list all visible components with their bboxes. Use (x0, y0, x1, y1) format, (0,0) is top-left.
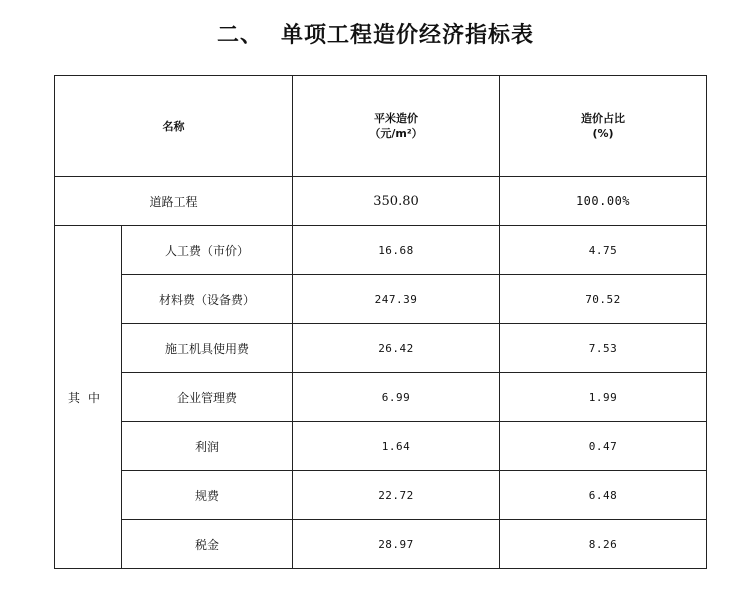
row-unit-price: 247.39 (293, 275, 500, 324)
row-name: 税金 (122, 520, 293, 569)
row-ratio: 0.47 (500, 422, 707, 471)
row-unit-price: 6.99 (293, 373, 500, 422)
row-ratio: 4.75 (500, 226, 707, 275)
row-unit-price: 1.64 (293, 422, 500, 471)
row-name: 材料费（设备费） (122, 275, 293, 324)
title-number: 二、 (216, 23, 263, 48)
row-unit-price: 16.68 (293, 226, 500, 275)
row-unit-price: 26.42 (293, 324, 500, 373)
header-name (55, 76, 293, 177)
row-name: 施工机具使用费 (122, 324, 293, 373)
header-row (55, 76, 707, 177)
total-name: 道路工程 (55, 177, 293, 226)
table-row (55, 275, 707, 324)
row-name: 企业管理费 (122, 373, 293, 422)
row-ratio: 8.26 (500, 520, 707, 569)
page-title (0, 18, 751, 49)
table-row (55, 373, 707, 422)
row-unit-price: 28.97 (293, 520, 500, 569)
table-row (55, 422, 707, 471)
table-row (55, 226, 707, 275)
header-unit-price (293, 76, 500, 177)
cost-index-table (54, 75, 707, 569)
header-ratio-line2: (%) (592, 127, 614, 140)
row-ratio: 70.52 (500, 275, 707, 324)
row-ratio: 1.99 (500, 373, 707, 422)
table-row (55, 520, 707, 569)
row-name: 规费 (122, 471, 293, 520)
row-name: 利润 (122, 422, 293, 471)
total-unit-price: 350.80 (293, 177, 500, 226)
header-unit-price-line2: （元/m²） (369, 127, 423, 140)
group-label: 其中 (55, 226, 122, 569)
header-ratio-line1: 造价占比 (581, 112, 625, 125)
total-row (55, 177, 707, 226)
table-row (55, 471, 707, 520)
table-row (55, 324, 707, 373)
header-ratio (500, 76, 707, 177)
title-text: 单项工程造价经济指标表 (281, 23, 535, 48)
row-unit-price: 22.72 (293, 471, 500, 520)
total-ratio: 100.00% (500, 177, 707, 226)
row-ratio: 6.48 (500, 471, 707, 520)
row-ratio: 7.53 (500, 324, 707, 373)
header-name-label: 名称 (162, 119, 185, 133)
row-name: 人工费（市价） (122, 226, 293, 275)
header-unit-price-line1: 平米造价 (374, 112, 418, 125)
